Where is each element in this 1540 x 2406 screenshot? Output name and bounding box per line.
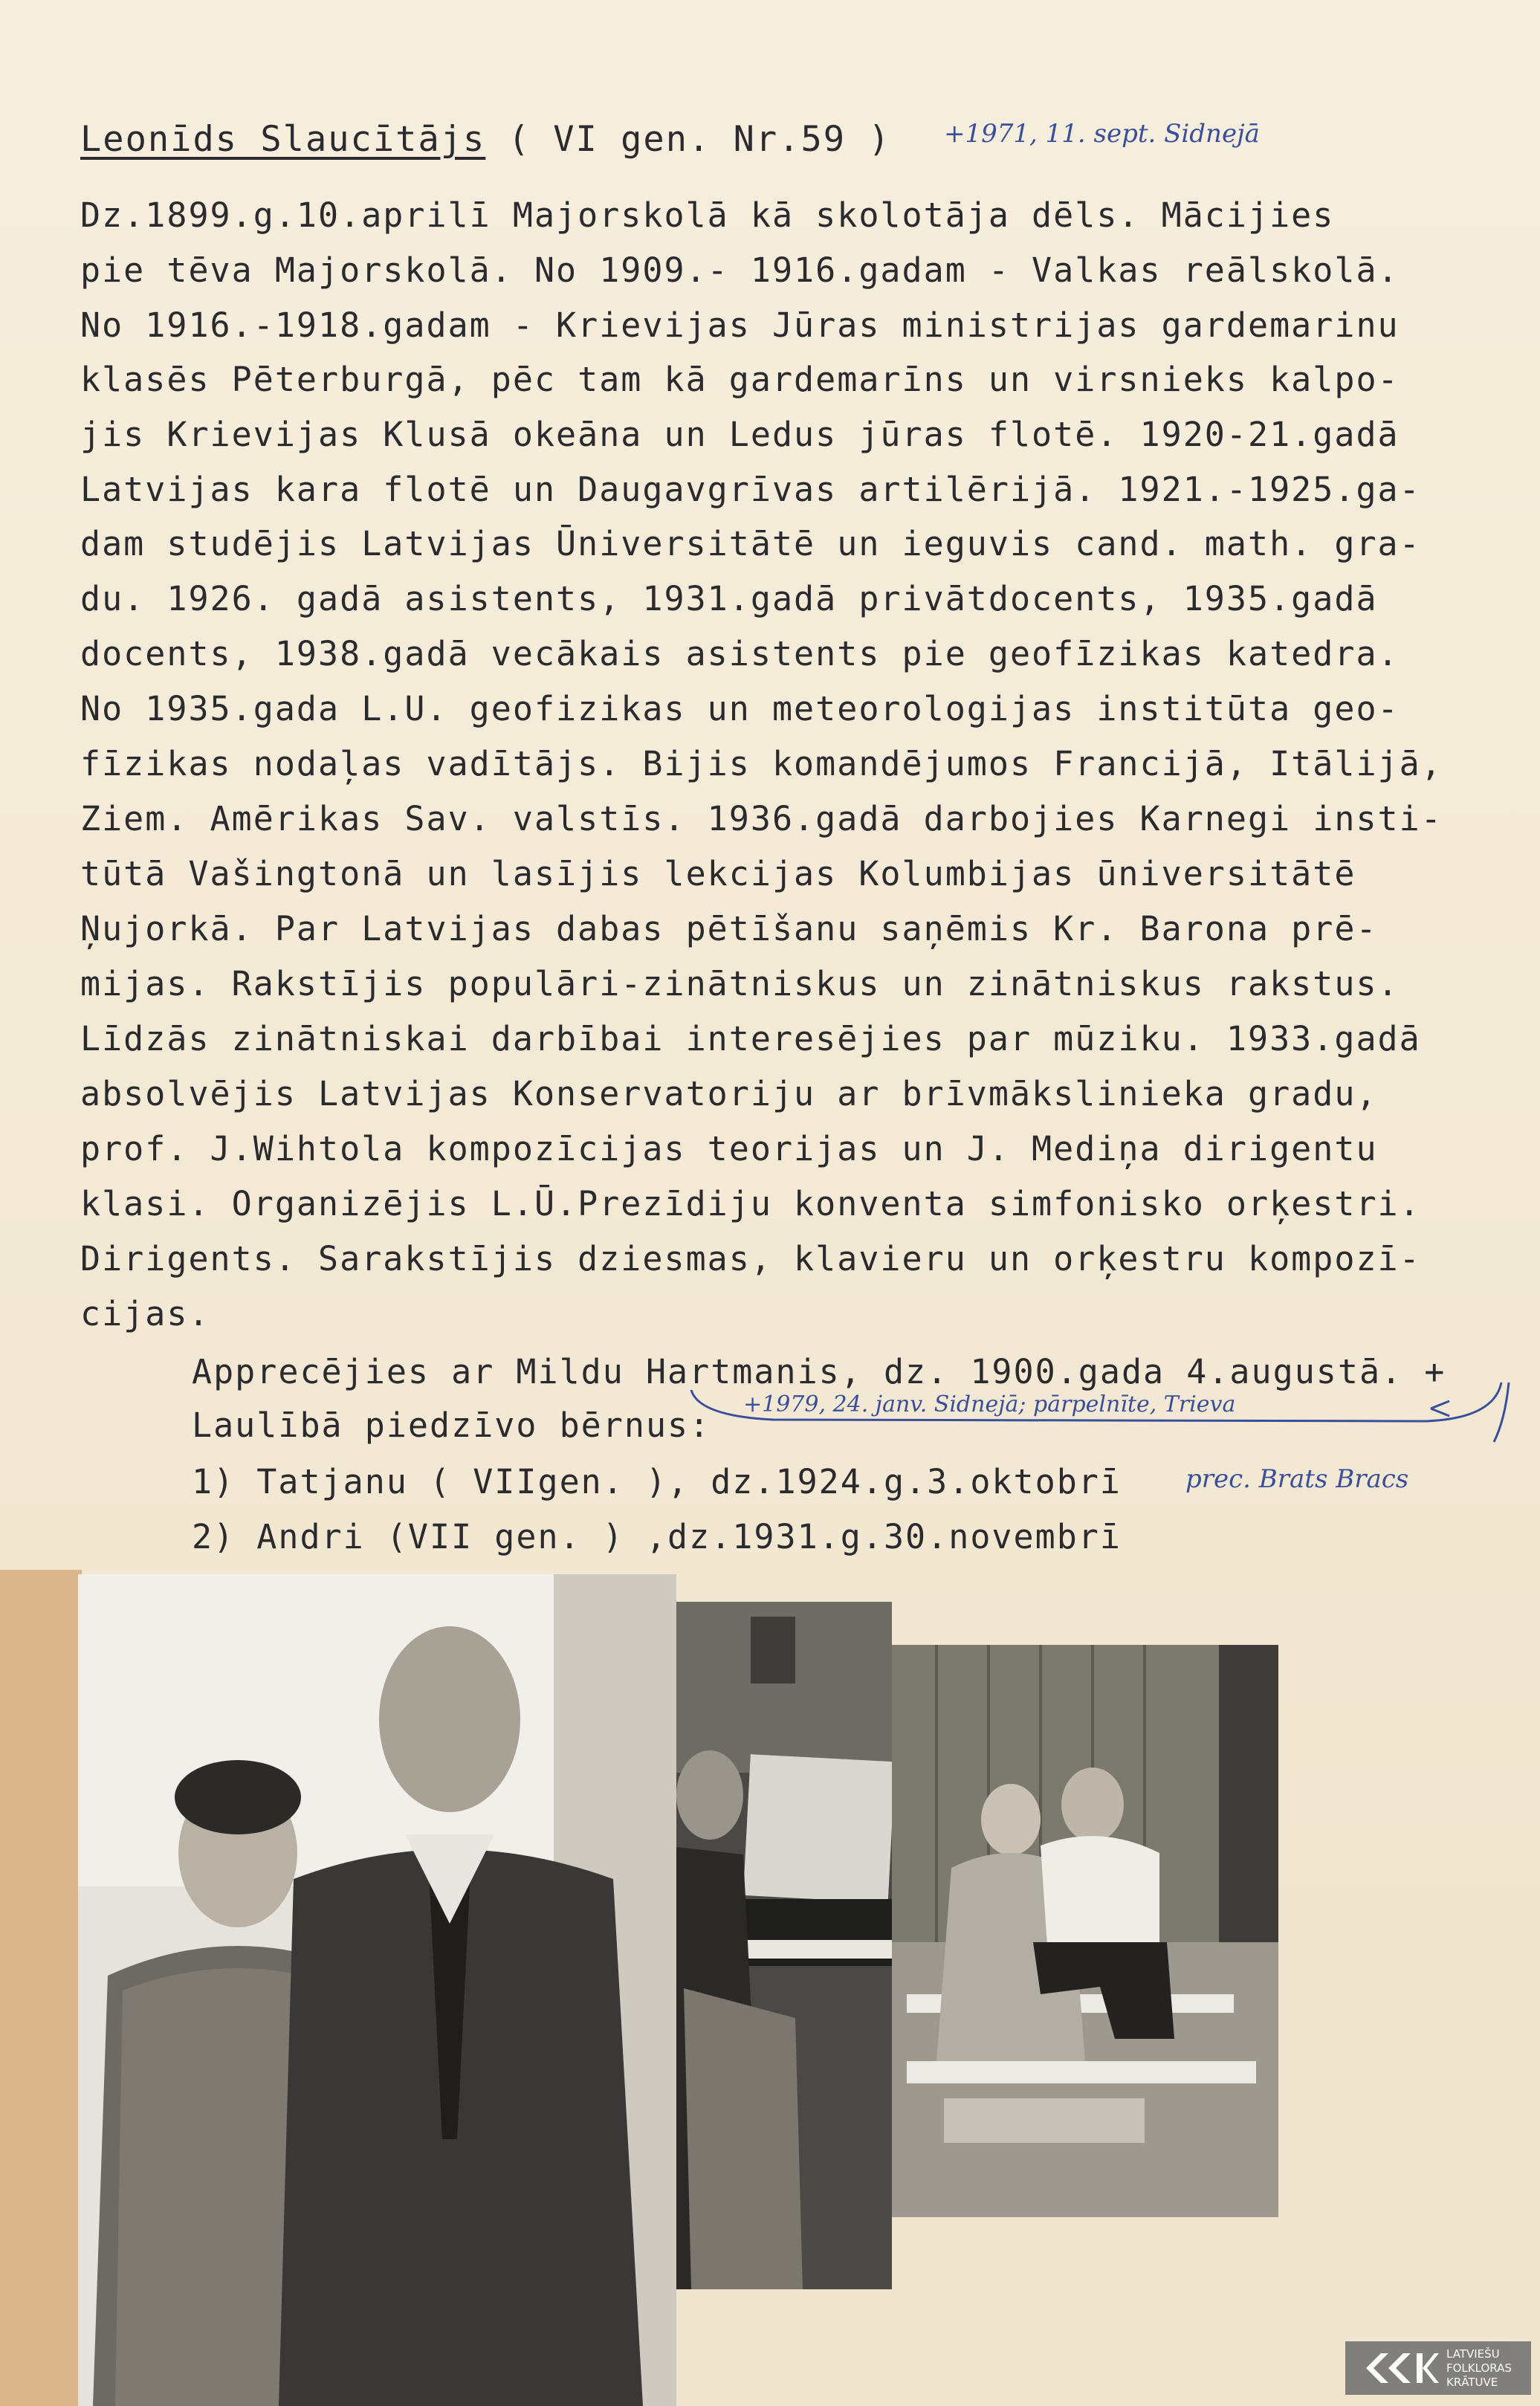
logo-line-1: LATVIEŠU xyxy=(1446,2347,1500,2361)
page-title xyxy=(80,119,891,160)
bio-line: docents, 1938.gadā vecākais asistents pie geofīzikas katedra. xyxy=(80,634,1400,673)
bio-line: Ņujorkā. Par Latvijas dabas pētīšanu saņēmis Kr. Barona prē- xyxy=(80,909,1378,948)
archive-logo xyxy=(1345,2341,1531,2395)
bio-line: prof. J.Wihtola kompozīcijas teorijas un J. Mediņa dirigentu xyxy=(80,1129,1378,1168)
bio-line: dam studējis Latvijas Ūniversitātē un ieguvis cand. math. gra- xyxy=(80,524,1421,563)
photo-piano xyxy=(676,1602,892,2289)
child-1: 1) Tatjanu ( VIIgen. ), dz.1924.g.3.oktobrī xyxy=(192,1462,1122,1501)
album-binding-strip xyxy=(0,1570,82,2406)
logo-line-2: FOLKLORAS xyxy=(1446,2361,1512,2375)
bio-line: Līdzās zinātniskai darbībai interesējies par mūziku. 1933.gadā xyxy=(80,1019,1421,1058)
marriage-line: Apprecējies ar Mildu Hartmanis, dz. 1900.gada 4.augustā. + xyxy=(192,1352,1446,1391)
child-1-note: prec. Brats Bracs xyxy=(1185,1464,1409,1494)
photo-bench xyxy=(892,1645,1278,2217)
bio-line: klasi. Organizējis L.Ū.Prezīdiju konventa simfonisko orķestri. xyxy=(80,1184,1421,1223)
bio-line: Dirigents. Sarakstījis dziesmas, klavieru un orķestru kompozī- xyxy=(80,1239,1421,1278)
generation-label: ( VI gen. Nr.59 ) xyxy=(508,119,891,160)
bio-line: pie tēva Majorskolā. No 1909.- 1916.gadam - Valkas reālskolā. xyxy=(80,250,1400,290)
logo-line-3: KRĀTUVE xyxy=(1446,2376,1498,2389)
death-note: +1971, 11. sept. Sidnejā xyxy=(944,119,1260,149)
bio-line: Latvijas kara flotē un Daugavgrīvas artilērijā. 1921.-1925.ga- xyxy=(80,470,1421,509)
bio-line: du. 1926. gadā asistents, 1931.gadā privātdocents, 1935.gadā xyxy=(80,579,1378,618)
wife-death-note: +1979, 24. janv. Sidnejā; pārpelnīte, Trieva xyxy=(743,1391,1236,1417)
bio-line: tūtā Vašingtonā un lasījis lekcijas Kolumbijas ūniversitātē xyxy=(80,854,1356,893)
bio-line: Ziem. Amērikas Sav. valstīs. 1936.gadā darbojies Karnegi insti- xyxy=(80,799,1443,838)
bio-line: fīzikas nodaļas vadītājs. Bijis komandējumos Francijā, Itālijā, xyxy=(80,744,1443,783)
bio-line: absolvējis Latvijas Konservatoriju ar brīvmākslinieka gradu, xyxy=(80,1074,1378,1113)
bio-line: cijas. xyxy=(80,1294,210,1333)
bio-line: jis Krievijas Klusā okeāna un Ledus jūras flotē. 1920-21.gadā xyxy=(80,415,1400,454)
bio-line: Dz.1899.g.10.aprilī Majorskolā kā skolotāja dēls. Mācijies xyxy=(80,195,1335,235)
bio-line: mijas. Rakstījis populāri-zinātniskus un zinātniskus rakstus. xyxy=(80,964,1400,1003)
archive-logo-icon xyxy=(1351,2349,1440,2387)
photo-couple xyxy=(78,1574,676,2406)
person-name: Leonīds Slaucītājs xyxy=(80,119,486,160)
child-2: 2) Andri (VII gen. ) ,dz.1931.g.30.novembrī xyxy=(192,1517,1122,1556)
children-intro: Laulībā piedzīvo bērnus: xyxy=(192,1406,711,1445)
bio-line: klasēs Pēterburgā, pēc tam kā gardemarīns un virsnieks kalpo- xyxy=(80,360,1400,399)
bio-line: No 1916.-1918.gadam - Krievijas Jūras ministrijas gardemarinu xyxy=(80,305,1400,345)
note-bracket xyxy=(684,1375,1524,1457)
bio-line: No 1935.gada L.U. geofizikas un meteorologijas institūta geo- xyxy=(80,689,1400,728)
